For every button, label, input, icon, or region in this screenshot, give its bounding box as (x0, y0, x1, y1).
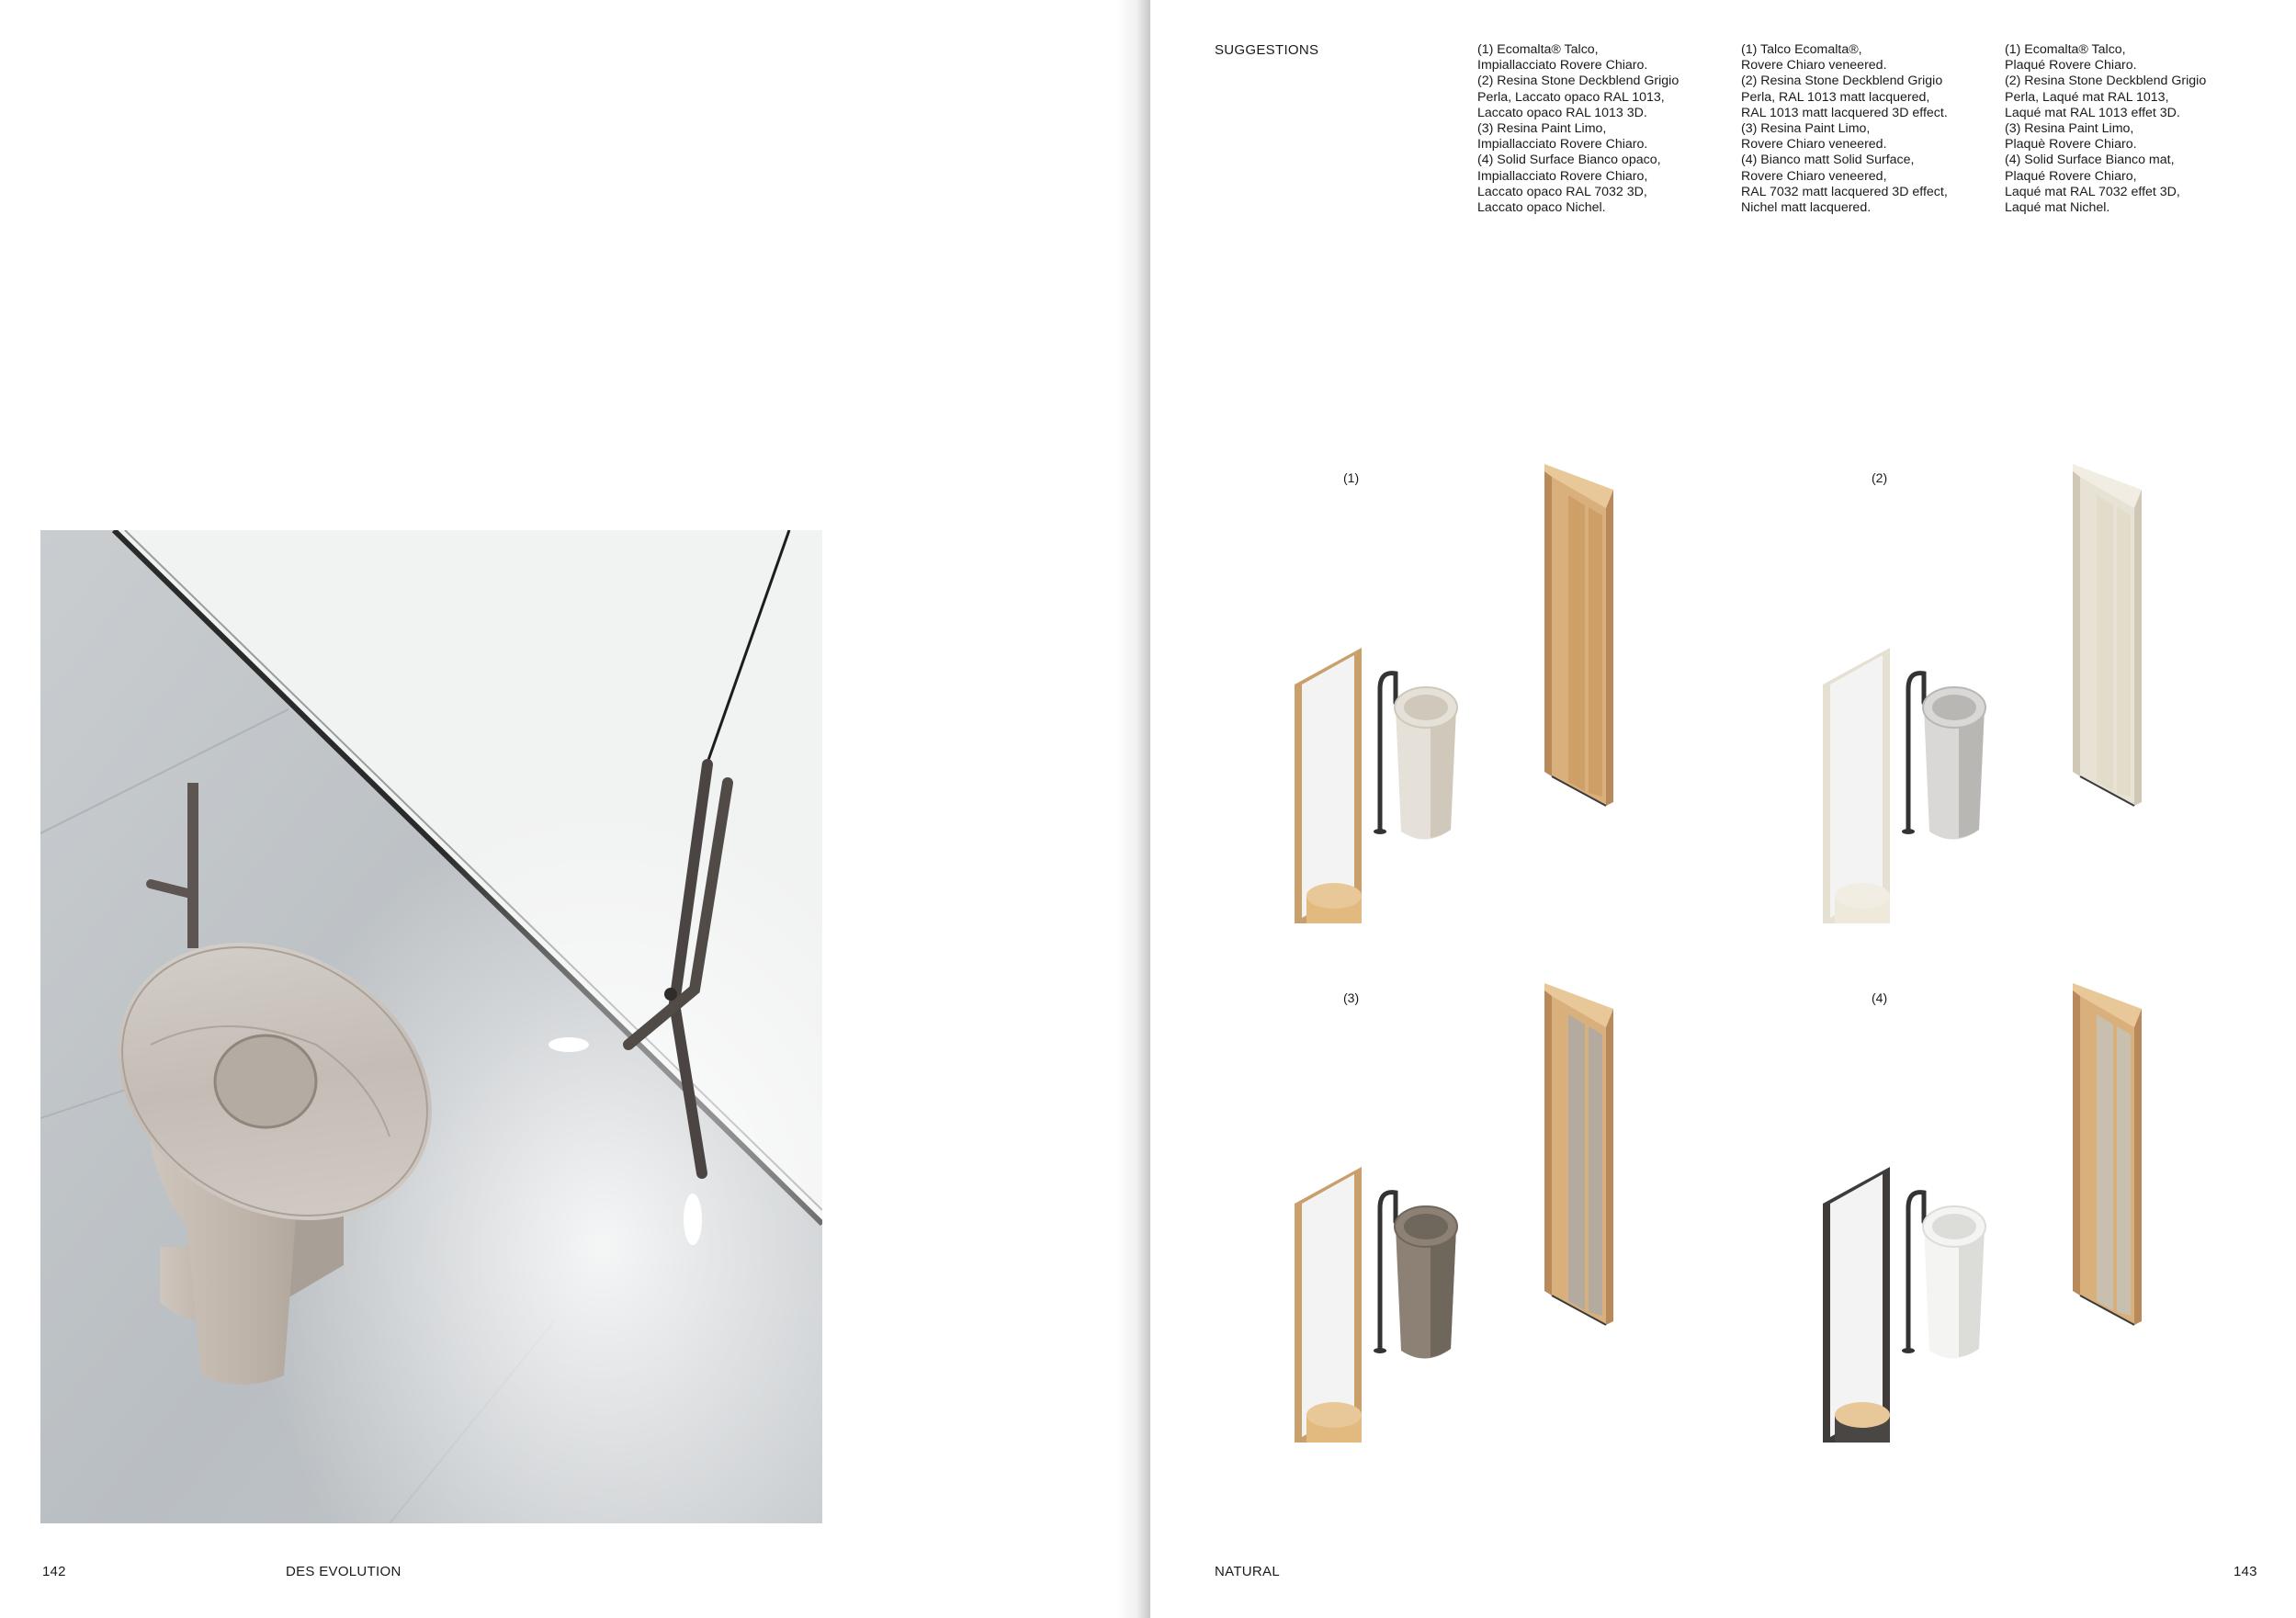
cabinet-side (2134, 1009, 2142, 1325)
floor-tap (1374, 1193, 1396, 1353)
stool-top (1835, 1402, 1890, 1428)
stool-top (1835, 883, 1890, 909)
floor-tap (1902, 673, 1924, 834)
mirror-glass (1302, 1174, 1354, 1437)
cabinet-edge (1544, 990, 1552, 1296)
right-page (1150, 0, 2296, 1618)
gutter-shadow-left (1116, 0, 1150, 1618)
mirror-glass (1830, 655, 1883, 918)
cabinet-edge (1544, 471, 1552, 776)
tap-base (1902, 1348, 1915, 1353)
cabinet-door-right (1589, 507, 1602, 797)
basin-bowl (1404, 695, 1448, 720)
tap-spout (1908, 1193, 1924, 1222)
page-number-left: 142 (42, 1564, 66, 1579)
tap-spout (1380, 1193, 1396, 1222)
variant-illustration-3 (1293, 983, 1660, 1443)
mirror-glass (1302, 655, 1354, 918)
section-title-right: NATURAL (1215, 1564, 1280, 1579)
round-stool (1835, 1402, 1890, 1443)
round-stool (1835, 883, 1890, 923)
cabinet-edge (2073, 990, 2080, 1296)
floor-mirror (1295, 648, 1362, 923)
variant-label-2: (2) (1872, 470, 1888, 485)
cabinet-door-right (2117, 1026, 2131, 1316)
cabinet-door-left (1568, 495, 1585, 791)
cabinet-side (1606, 490, 1613, 806)
stool-top (1306, 1402, 1362, 1428)
cabinet-door-left (2097, 495, 2113, 791)
freestanding-basin (1923, 1206, 1985, 1359)
round-stool (1306, 1402, 1362, 1443)
tall-cabinet (2073, 983, 2142, 1325)
tap-spout (1380, 673, 1396, 703)
tap-base (1902, 829, 1915, 834)
cabinet-door-right (2117, 507, 2131, 797)
basin-bowl (1932, 695, 1976, 720)
suggestions-french: (1) Ecomalta® Talco, Plaqué Rovere Chiaro. (2) Resina Stone Deckblend Grigio Perla, Laqué mat RAL 1013, Laqué mat RAL 1013 effet 3D. (3) Resina Paint Limo, Plaquè Rovere Chiaro. (4) Solid Surface Bianco mat, Plaqué Rovere Chiaro, Laqué mat RAL 7032 effet 3D, Laqué mat Nichel. (2005, 42, 2207, 216)
tap-base (1374, 829, 1386, 834)
stool-top (1306, 883, 1362, 909)
page-number-right: 143 (2234, 1564, 2257, 1579)
floor-mirror (1295, 1167, 1362, 1443)
basin-bowl (1932, 1214, 1976, 1239)
floor-tap (1902, 1193, 1924, 1353)
floor-mirror (1823, 1167, 1890, 1443)
tall-cabinet (2073, 464, 2142, 806)
variant-label-4: (4) (1872, 990, 1888, 1005)
variant-illustration-4 (1821, 983, 2189, 1443)
cabinet-side (1606, 1009, 1613, 1325)
basin-bowl (1404, 1214, 1448, 1239)
freestanding-basin (1395, 1206, 1457, 1359)
freestanding-basin (1395, 687, 1457, 840)
mirror-glass (1830, 1174, 1883, 1437)
variant-label-3: (3) (1343, 990, 1360, 1005)
cabinet-door-left (1568, 1014, 1585, 1310)
suggestions-english: (1) Talco Ecomalta®, Rovere Chiaro veneered. (2) Resina Stone Deckblend Grigio Perla, RAL 1013 matt lacquered, RAL 1013 matt lacquered 3D effect. (3) Resina Paint Limo, Rovere Chiaro veneered. (4) Bianco matt Solid Surface, Rovere Chiaro veneered, RAL 7032 matt lacquered 3D effect, Nichel matt lacquered. (1741, 42, 1948, 216)
variant-illustration-1 (1293, 464, 1660, 923)
tall-cabinet (1544, 983, 1613, 1325)
suggestions-italian: (1) Ecomalta® Talco, Impiallacciato Rovere Chiaro. (2) Resina Stone Deckblend Grigio Perla, Laccato opaco RAL 1013, Laccato opaco RAL 1013 3D. (3) Resina Paint Limo, Impiallacciato Rovere Chiaro. (4) Solid Surface Bianco opaco, Impiallacciato Rovere Chiaro, Laccato opaco RAL 7032 3D, Laccato opaco Nichel. (1477, 42, 1680, 216)
tall-cabinet (1544, 464, 1613, 806)
tap-base (1374, 1348, 1386, 1353)
variant-illustration-2 (1821, 464, 2189, 923)
floor-tap (1374, 673, 1396, 834)
cabinet-door-left (2097, 1014, 2113, 1310)
round-stool (1306, 883, 1362, 923)
freestanding-basin (1923, 687, 1985, 840)
section-title-left: DES EVOLUTION (286, 1564, 402, 1579)
cabinet-side (2134, 490, 2142, 806)
suggestions-heading: SUGGESTIONS (1215, 42, 1319, 58)
cabinet-edge (2073, 471, 2080, 776)
floor-mirror (1823, 648, 1890, 923)
tap-spout (1908, 673, 1924, 703)
variant-label-1: (1) (1343, 470, 1360, 485)
cabinet-door-right (1589, 1026, 1602, 1316)
washbasin-photo (40, 530, 822, 1523)
